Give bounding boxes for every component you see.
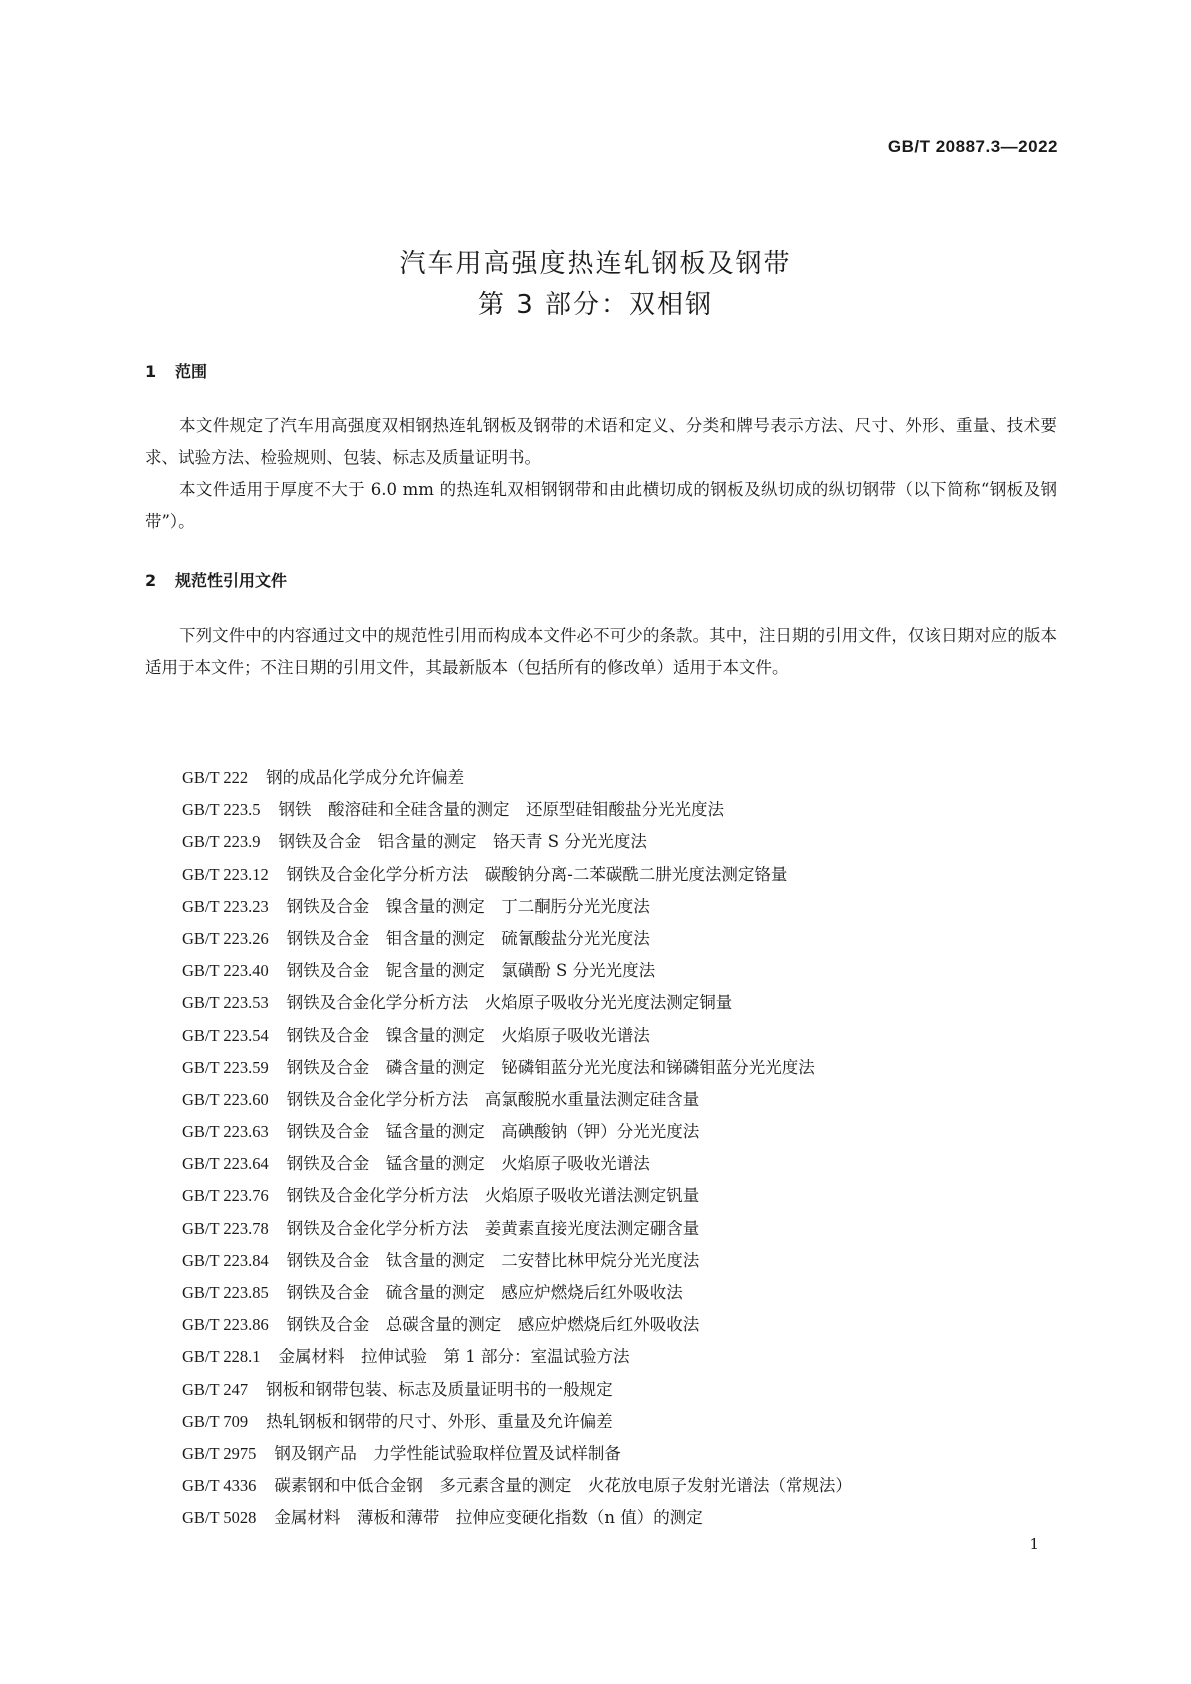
reference-code: GB/T 223.59 xyxy=(182,1057,269,1077)
reference-title: 钢铁及合金 铝含量的测定 铬天青 S 分光光度法 xyxy=(278,832,647,852)
reference-title: 钢铁及合金 钼含量的测定 硫氰酸盐分光光度法 xyxy=(286,928,650,948)
reference-code: GB/T 228.1 xyxy=(182,1347,261,1367)
section-title: 范围 xyxy=(175,362,208,381)
reference-code: GB/T 223.26 xyxy=(182,928,269,948)
reference-code: GB/T 223.63 xyxy=(182,1122,269,1142)
reference-item xyxy=(182,1084,1062,1116)
reference-code: GB/T 223.53 xyxy=(182,993,269,1013)
standard-code: GB/T 20887.3—2022 xyxy=(887,137,1058,156)
reference-title: 热轧钢板和钢带的尺寸、外形、重量及允许偏差 xyxy=(266,1411,613,1431)
reference-item xyxy=(182,955,1062,987)
reference-item xyxy=(182,1502,1062,1534)
reference-code: GB/T 5028 xyxy=(182,1508,257,1528)
scope-paragraph-2: 本文件适用于厚度不大于 6.0 mm 的热连轧双相钢钢带和由此横切成的钢板及纵切成的纵切钢带（以下简称“钢板及钢带”）。 xyxy=(145,480,1057,531)
reference-title: 钢铁及合金化学分析方法 高氯酸脱水重量法测定硅含量 xyxy=(286,1089,700,1109)
reference-code: GB/T 223.12 xyxy=(182,864,269,884)
section-title: 规范性引用文件 xyxy=(175,571,288,590)
reference-code: GB/T 223.84 xyxy=(182,1250,269,1270)
reference-item xyxy=(182,987,1062,1019)
reference-item xyxy=(182,1148,1062,1180)
reference-title: 钢铁及合金化学分析方法 碳酸钠分离-二苯碳酰二肼光度法测定铬量 xyxy=(286,864,788,884)
reference-title: 钢铁及合金 钛含量的测定 二安替比林甲烷分光光度法 xyxy=(286,1250,700,1270)
reference-code: GB/T 223.5 xyxy=(182,800,261,820)
reference-item xyxy=(182,923,1062,955)
section-number: 2 xyxy=(145,571,157,590)
reference-code: GB/T 223.64 xyxy=(182,1154,269,1174)
reference-title: 钢铁及合金化学分析方法 火焰原子吸收光谱法测定钒量 xyxy=(286,1186,700,1206)
reference-code: GB/T 223.78 xyxy=(182,1218,269,1238)
reference-code: GB/T 223.60 xyxy=(182,1089,269,1109)
reference-code: GB/T 4336 xyxy=(182,1476,257,1496)
reference-item xyxy=(182,1341,1062,1373)
reference-title: 钢铁及合金 铌含量的测定 氯磺酚 S 分光光度法 xyxy=(286,961,656,981)
reference-title: 钢铁及合金 磷含量的测定 铋磷钼蓝分光光度法和锑磷钼蓝分光光度法 xyxy=(286,1057,815,1077)
reference-item xyxy=(182,891,1062,923)
section-2-heading xyxy=(145,568,287,591)
reference-item xyxy=(182,1406,1062,1438)
reference-item xyxy=(182,859,1062,891)
scope-paragraph-1: 本文件规定了汽车用高强度双相钢热连轧钢板及钢带的术语和定义、分类和牌号表示方法、尺寸、外形、重量、技术要求、试验方法、检验规则、包装、标志及质量证明书。 xyxy=(145,416,1057,467)
reference-title: 钢铁及合金 总碳含量的测定 感应炉燃烧后红外吸收法 xyxy=(286,1315,700,1335)
reference-code: GB/T 222 xyxy=(182,768,249,787)
reference-title: 金属材料 薄板和薄带 拉伸应变硬化指数（n 值）的测定 xyxy=(274,1508,703,1528)
reference-title: 钢的成品化学成分允许偏差 xyxy=(266,768,465,787)
reference-item xyxy=(182,1309,1062,1341)
section-1-heading xyxy=(145,359,207,382)
reference-code: GB/T 709 xyxy=(182,1411,249,1431)
reference-item xyxy=(182,794,1062,826)
reference-item xyxy=(182,1277,1062,1309)
reference-item xyxy=(182,826,1062,858)
reference-item xyxy=(182,1116,1062,1148)
reference-title: 钢及钢产品 力学性能试验取样位置及试样制备 xyxy=(274,1443,621,1463)
reference-title: 钢铁及合金 硫含量的测定 感应炉燃烧后红外吸收法 xyxy=(286,1283,683,1302)
reference-title: 钢铁及合金化学分析方法 火焰原子吸收分光光度法测定铜量 xyxy=(286,993,733,1013)
reference-title: 钢板和钢带包装、标志及质量证明书的一般规定 xyxy=(266,1379,613,1399)
document-title-line-2: 第 3 部分：双相钢 xyxy=(477,290,714,320)
reference-title: 钢铁及合金 锰含量的测定 高碘酸钠（钾）分光光度法 xyxy=(286,1122,700,1142)
reference-item xyxy=(182,1052,1062,1084)
reference-item xyxy=(182,1020,1062,1052)
reference-code: GB/T 223.54 xyxy=(182,1025,269,1045)
reference-title: 金属材料 拉伸试验 第 1 部分：室温试验方法 xyxy=(278,1347,630,1367)
reference-code: GB/T 223.40 xyxy=(182,961,269,981)
reference-code: GB/T 2975 xyxy=(182,1443,257,1463)
reference-item xyxy=(182,1245,1062,1277)
reference-item xyxy=(182,1470,1062,1502)
reference-title: 钢铁及合金 锰含量的测定 火焰原子吸收光谱法 xyxy=(286,1154,650,1174)
reference-code: GB/T 223.86 xyxy=(182,1315,269,1335)
reference-title: 钢铁 酸溶硅和全硅含量的测定 还原型硅钼酸盐分光光度法 xyxy=(278,800,725,820)
document-title-line-1: 汽车用高强度热连轧钢板及钢带 xyxy=(399,249,792,279)
reference-item xyxy=(182,1374,1062,1406)
reference-title: 碳素钢和中低合金钢 多元素含量的测定 火花放电原子发射光谱法（常规法） xyxy=(274,1476,852,1496)
reference-code: GB/T 247 xyxy=(182,1379,249,1399)
reference-code: GB/T 223.23 xyxy=(182,896,269,916)
normative-references-paragraph: 下列文件中的内容通过文中的规范性引用而构成本文件必不可少的条款。其中，注日期的引用文件，仅该日期对应的版本适用于本文件；不注日期的引用文件，其最新版本（包括所有的修改单）适用于本文件。 xyxy=(145,626,1057,677)
section-number: 1 xyxy=(145,362,157,381)
reference-title: 钢铁及合金 镍含量的测定 火焰原子吸收光谱法 xyxy=(286,1025,650,1045)
reference-item xyxy=(182,762,1062,794)
reference-item xyxy=(182,1180,1062,1212)
reference-code: GB/T 223.85 xyxy=(182,1283,269,1302)
reference-item xyxy=(182,1438,1062,1470)
reference-item xyxy=(182,1213,1062,1245)
page-number: 1 xyxy=(1029,1535,1039,1553)
reference-list xyxy=(182,762,1062,1535)
reference-code: GB/T 223.76 xyxy=(182,1186,269,1206)
reference-title: 钢铁及合金 镍含量的测定 丁二酮肟分光光度法 xyxy=(286,896,650,916)
reference-title: 钢铁及合金化学分析方法 姜黄素直接光度法测定硼含量 xyxy=(286,1218,700,1238)
reference-code: GB/T 223.9 xyxy=(182,832,261,852)
